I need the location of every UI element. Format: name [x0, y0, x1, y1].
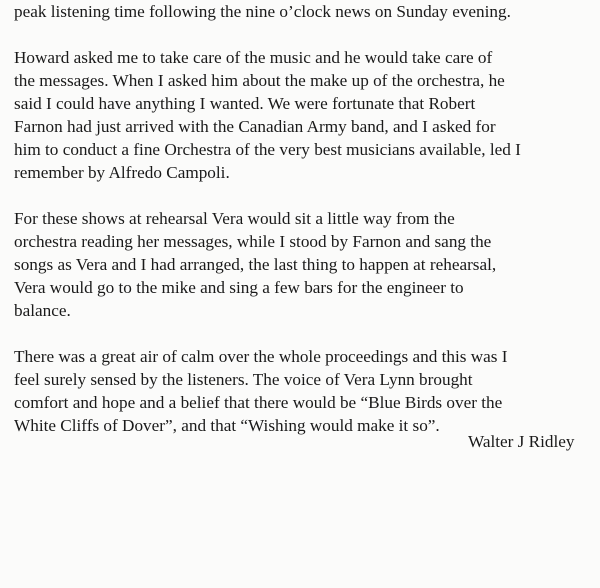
- text-line: Vera would go to the mike and sing a few bars for the engineer to: [14, 278, 464, 297]
- text-line: songs as Vera and I had arranged, the last thing to happen at rehearsal,: [14, 255, 497, 274]
- paragraph-gap: [14, 322, 578, 345]
- paragraph-3: [14, 207, 578, 322]
- paragraph-2: [14, 46, 578, 184]
- text-line: peak listening time following the nine o’clock news on Sunday evening.: [14, 2, 511, 21]
- paragraph-gap: [14, 184, 578, 207]
- paragraph-4: [14, 345, 578, 437]
- paragraph-gap: [14, 23, 578, 46]
- text-line: remember by Alfredo Campoli.: [14, 163, 230, 182]
- text-line: said I could have anything I wanted. We were fortunate that Robert: [14, 94, 476, 113]
- text-line: feel surely sensed by the listeners. The voice of Vera Lynn brought: [14, 370, 473, 389]
- text-line: Howard asked me to take care of the music and he would take care of: [14, 48, 493, 67]
- text-line: the messages. When I asked him about the make up of the orchestra, he: [14, 71, 505, 90]
- text-line: Farnon had just arrived with the Canadian Army band, and I asked for: [14, 117, 496, 136]
- signature: Walter J Ridley: [468, 432, 575, 451]
- text-line: For these shows at rehearsal Vera would sit a little way from the: [14, 209, 455, 228]
- text-line: comfort and hope and a belief that there would be “Blue Birds over the: [14, 393, 503, 412]
- text-line: him to conduct a fine Orchestra of the very best musicians available, led I: [14, 140, 521, 159]
- text-line: White Cliffs of Dover”, and that “Wishing would make it so”.: [14, 416, 440, 435]
- paragraph-1: [14, 0, 578, 23]
- text-line: balance.: [14, 301, 71, 320]
- text-line: orchestra reading her messages, while I stood by Farnon and sang the: [14, 232, 492, 251]
- text-line: There was a great air of calm over the whole proceedings and this was I: [14, 347, 508, 366]
